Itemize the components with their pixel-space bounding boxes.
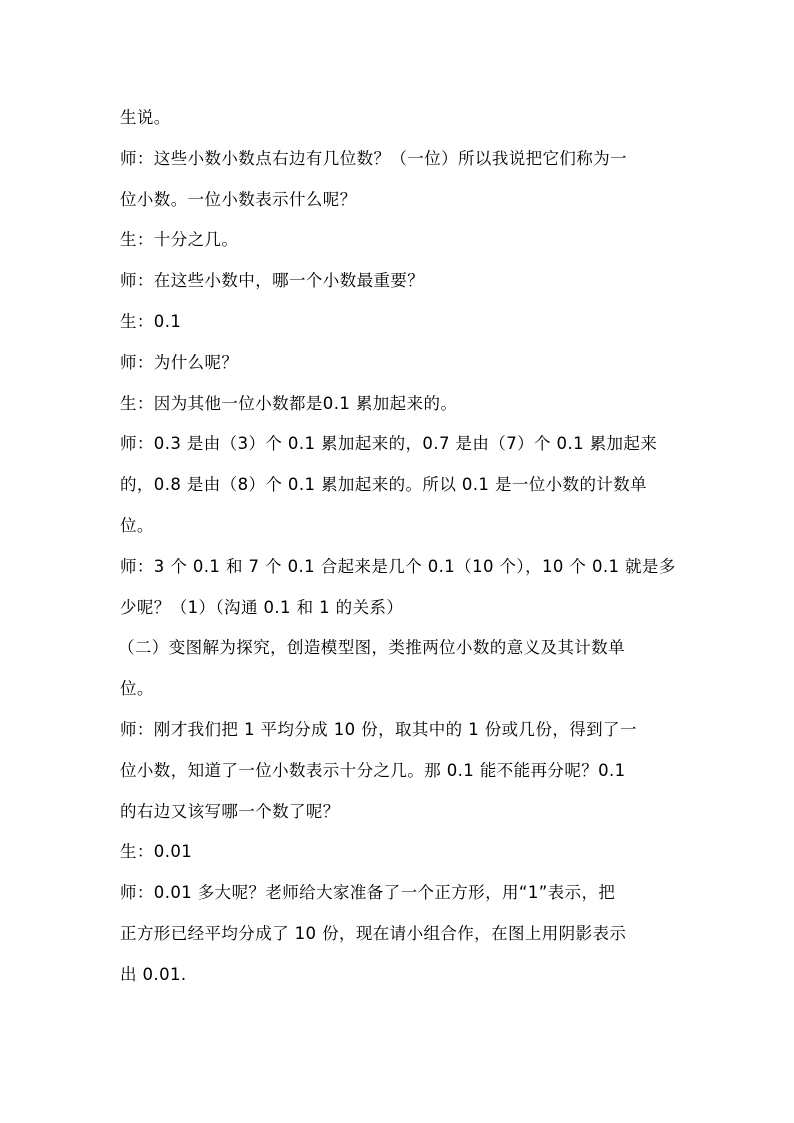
text-line: 师：0.3 是由（3）个 0.1 累加起来的，0.7 是由（7）个 0.1 累加起来 bbox=[120, 434, 658, 454]
text-line: 位。 bbox=[120, 679, 154, 699]
text-line: 位小数。一位小数表示什么呢？ bbox=[120, 189, 357, 209]
text-line: 师：这些小数小数点右边有几位数？（一位）所以我说把它们称为一 bbox=[120, 148, 627, 168]
text-line: 师：为什么呢？ bbox=[120, 352, 239, 372]
text-line: 的，0.8 是由（8）个 0.1 累加起来的。所以 0.1 是一位小数的计数单 bbox=[120, 475, 648, 495]
text-line: 位。 bbox=[120, 515, 154, 535]
text-line: 位小数，知道了一位小数表示十分之几。那 0.1 能不能再分呢？0.1 bbox=[120, 760, 626, 780]
text-line: 正方形已经平均分成了 10 份，现在请小组合作，在图上用阴影表示 bbox=[120, 923, 627, 943]
text-line: 生：因为其他一位小数都是0.1 累加起来的。 bbox=[120, 393, 458, 413]
text-line: 少呢？（1）（沟通 0.1 和 1 的关系） bbox=[120, 597, 404, 617]
section-heading: （二）变图解为探究，创造模型图，类推两位小数的意义及其计数单 bbox=[118, 638, 625, 658]
text-line: 生说。 bbox=[120, 108, 171, 127]
text-line: 生：0.01 bbox=[120, 842, 193, 862]
text-line: 出 0.01. bbox=[120, 964, 187, 984]
text-line: 师：刚才我们把 1 平均分成 10 份，取其中的 1 份或几份，得到了一 bbox=[120, 719, 637, 739]
text-line: 师：3 个 0.1 和 7 个 0.1 合起来是几个 0.1（10 个），10 个 0.1 就是多 bbox=[120, 556, 676, 576]
text-line: 师：在这些小数中，哪一个小数最重要？ bbox=[120, 271, 425, 291]
text-line: 的右边又该写哪一个数了呢？ bbox=[120, 801, 340, 821]
text-line: 生：0.1 bbox=[120, 311, 182, 331]
text-line: 生：十分之几。 bbox=[120, 230, 239, 250]
text-line: 师：0.01 多大呢？老师给大家准备了一个正方形，用“1”表示，把 bbox=[120, 883, 616, 903]
document-body bbox=[120, 98, 680, 996]
